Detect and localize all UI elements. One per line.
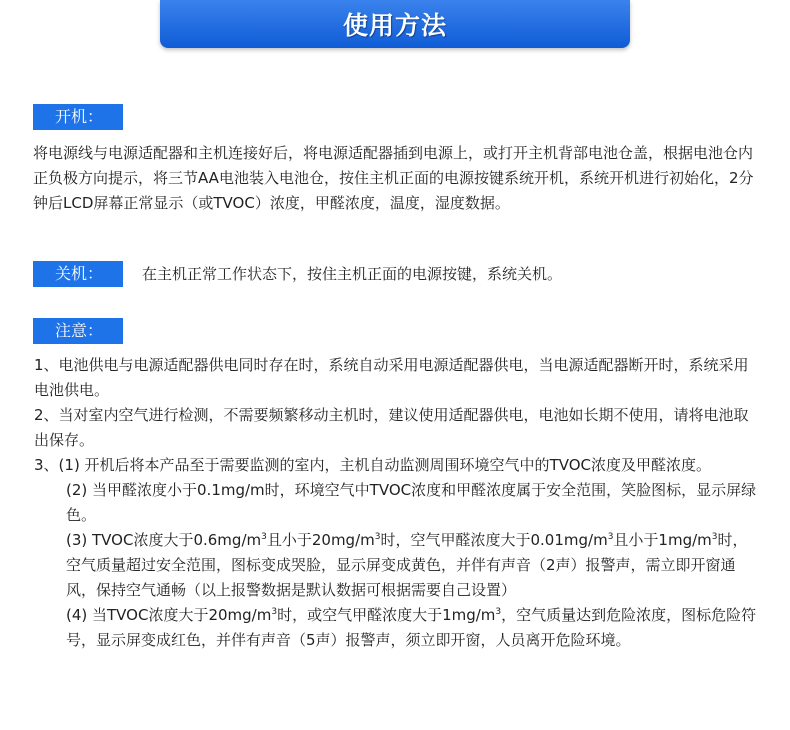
section-banner [160, 0, 630, 48]
power-on-tag: 开机： [33, 104, 123, 130]
power-off-text: 在主机正常工作状态下，按住主机正面的电源按键，系统关机。 [142, 265, 563, 283]
power-off-tag: 关机： [33, 261, 123, 287]
note-item-3-2: (2) 当甲醛浓度小于0.1mg/m时，环境空气中TVOC浓度和甲醛浓度属于安全范围，笑脸图标，显示屏绿色。 [66, 481, 757, 524]
note-item-3-1: 3、(1) 开机后将本产品至于需要监测的室内，主机自动监测周围环境空气中的TVOC浓度及甲醛浓度。 [34, 456, 712, 474]
note-item-1: 1、电池供电与电源适配器供电同时存在时，系统自动采用电源适配器供电，当电源适配器断开时，系统采用电池供电。 [34, 356, 749, 399]
notes-tag: 注意： [33, 318, 123, 344]
notes-list [34, 353, 758, 653]
power-on-text: 将电源线与电源适配器和主机连接好后，将电源适配器插到电源上，或打开主机背部电池仓盖，根据电池仓内正负极方向提示，将三节AA电池装入电池仓，按住主机正面的电源按键系统开机，系统开机进行初始化，2分钟后LCD屏幕正常显示（或TVOC）浓度，甲醛浓度，温度，湿度数据。 [33, 144, 754, 212]
section-title: 使用方法 [342, 11, 447, 40]
note-item-3-4: (4) 当TVOC浓度大于$20mg/m^3$时，或空气甲醛浓度大于$1mg/m^3$，空气质量达到危险浓度，图标危险符号，显示屏变成红色，并伴有声音（5声）报警声，须立即开窗，人员离开危险环境。 [66, 606, 757, 649]
note-item-3-3: (3) TVOC浓度大于$0.6mg/m^3$且小于$20mg/m^3$时，空气甲醛浓度大于$0.01mg/m^3$且小于$1mg/m^3$时，空气质量超过安全范围，图标变成哭脸，显示屏变成黄色，并伴有声音（2声）报警声，需立即开窗通风，保持空气通畅（以上报警数据是默认数据可根据需要自己设置） [66, 531, 748, 599]
note-item-2: 2、当对室内空气进行检测，不需要频繁移动主机时，建议使用适配器供电，电池如长期不使用，请将电池取出保存。 [34, 406, 749, 449]
